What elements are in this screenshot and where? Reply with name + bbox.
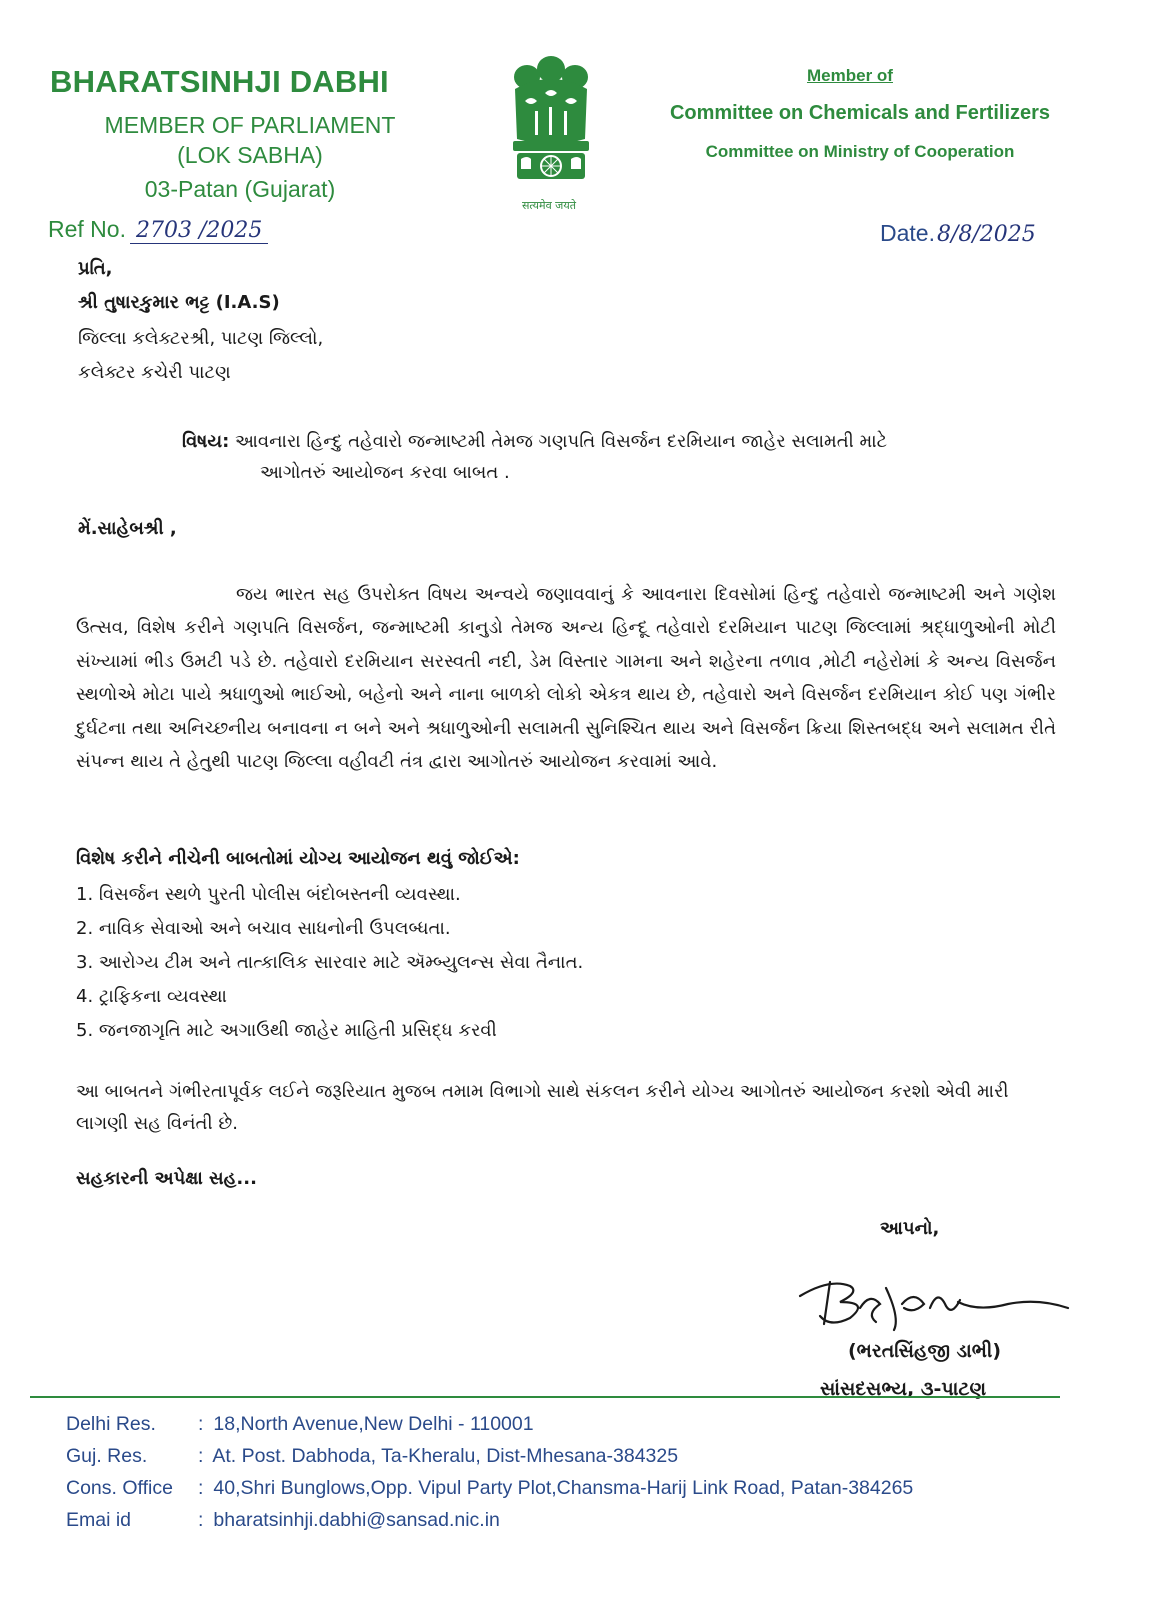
recipient-prefix: પ્રતિ, — [78, 258, 113, 279]
points-list — [76, 878, 583, 1048]
member-of-label: Member of — [807, 66, 893, 85]
list-item: 3. આરોગ્ય ટીમ અને તાત્કાલિક સારવાર માટે ઍમ્બ્યુલન્સ સેવા તૈનાત. — [76, 952, 584, 973]
subject-label: વિષય: — [182, 431, 230, 452]
list-item: 1. વિસર્જન સ્થળે પુરતી પોલીસ બંદોબસ્તની વ્યવસ્થા. — [76, 884, 461, 905]
closing-paragraph: આ બાબતને ગંભીરતાપૂર્વક લઈને જરૂરિયાત મુજબ તમામ વિભાગો સાથે સંકલન કરીને યોગ્ય આગોતરું આયોજન કરશો એવી મારી લાગણી સહ વિનંતી છે. — [76, 1081, 1009, 1134]
ashoka-emblem-icon — [505, 44, 597, 214]
ref-label: Ref No. — [48, 216, 126, 242]
committee-chemicals: Committee on Chemicals and Fertilizers — [669, 102, 1051, 124]
recipient-line1: જિલ્લા કલેક્ટરશ્રી, પાટણ જિલ્લો, — [78, 328, 324, 349]
mp-house: (LOK SABHA) — [177, 142, 323, 168]
date-label: Date. — [880, 220, 935, 246]
subject-text-2: આગોતરું આયોજન કરવા બાબત . — [260, 462, 510, 483]
signatory-name: (ભરતસિંહજી ડાભી) — [848, 1340, 1002, 1362]
list-item: 2. નાવિક સેવાઓ અને બચાવ સાધનોની ઉપલબ્ધતા. — [76, 918, 451, 939]
recipient-line2: કલેક્ટર કચેરી પાટણ — [78, 362, 231, 383]
subject — [182, 426, 1042, 488]
committee-cooperation: Committee on Ministry of Cooperation — [705, 142, 1015, 161]
footer-label: Cons. Office — [66, 1477, 173, 1499]
footer-label: Delhi Res. — [66, 1413, 156, 1435]
footer-row-office: Cons. Office : 40,Shri Bunglows,Opp. Vipul Party Plot,Chansma-Harij Link Road, Patan-384265 — [66, 1472, 913, 1504]
date-value: 8/8/2025 — [936, 222, 1036, 247]
letter-date — [880, 220, 1036, 247]
subject-text-1: આવનારા હિન્દુ તહેવારો જન્માષ્ટમી તેમજ ગણપતિ વિસર્જન દરમિયાન જાહેર સલામતી માટે — [235, 431, 888, 452]
footer-row-email: Emai id : bharatsinhji.dabhi@sansad.nic.in — [66, 1504, 913, 1536]
footer-contacts — [66, 1408, 913, 1536]
handwritten-signature-icon — [790, 1268, 1080, 1338]
ref-value: 2703 /2025 — [130, 218, 268, 244]
footer-label: Guj. Res. — [66, 1445, 148, 1467]
footer-value: 40,Shri Bunglows,Opp. Vipul Party Plot,Chansma-Harij Link Road, Patan-384265 — [213, 1477, 914, 1499]
footer-row-gujarat: Guj. Res. : At. Post. Dabhoda, Ta-Kheralu, Dist-Mhesana-384325 — [66, 1440, 913, 1472]
mp-constituency: 03-Patan (Gujarat) — [144, 176, 336, 202]
body-paragraph: જય ભારત સહ ઉપરોક્ત વિષય અન્વયે જણાવવાનું કે આવનારા દિવસોમાં હિન્દુ તહેવારો જન્માષ્ટમી અને ગણેશ ઉત્સવ, વિશેષ કરીને ગણપતિ વિસર્જન, જન્માષ્ટમી કાનુડો તેમજ અન્ય હિન્દૂ તહેવારો દરમિયાન પાટણ જિલ્લામાં શ્રદ્ધાળુઓની મોટી સંખ્યામાં ભીડ ઉમટી પડે છે. તહેવારો દરમિયાન સરસ્વતી નદી, ડેમ વિસ્તાર ગામના અને શહેરના તળાવ ,મોટી નહેરોમાં કે અન્ય વિસર્જન સ્થળોએ મોટા પાયે શ્રધાળુઓ ભાઈઓ, બહેનો અને નાના બાળકો લોકો એકત્ર થાય છે, તહેવારો અને વિસર્જન દરમિયાન કોઈ પણ ગંભીર દુર્ઘટના તથા અનિચ્છનીય બનાવના ન બને અને શ્રધાળુઓની સલામતી સુનિશ્ચિત થાય અને વિસર્જન ક્રિયા શિસ્તબદ્ધ અને સલામત રીતે સંપન્ન થાય તે હેતુથી પાટણ જિલ્લા વહીવટી તંત્ર દ્વારા આગોતરું આયોજન કરવામાં આવે. — [76, 584, 1056, 773]
emblem-motto: सत्यमेव जयते — [521, 199, 576, 212]
recipient-name: શ્રી તુષારકુમાર ભટ્ટ (I.A.S) — [78, 292, 280, 313]
list-item: 4. ટ્રાફિકના વ્યવસ્થા — [76, 986, 227, 1007]
points-title: વિશેષ કરીને નીચેની બાબતોમાં યોગ્ય આયોજન થવું જોઈએ: — [76, 848, 520, 869]
mp-name: BHARATSINHJI DABHI — [50, 64, 389, 99]
footer-divider — [30, 1396, 1060, 1398]
signatory-designation: સાંસદસભ્ય, ૩-પાટણ — [820, 1378, 987, 1400]
footer-value: 18,North Avenue,New Delhi - 110001 — [213, 1413, 534, 1435]
ref-number — [48, 216, 268, 244]
footer-label: Emai id — [66, 1509, 132, 1531]
footer-value: At. Post. Dabhoda, Ta-Kheralu, Dist-Mhesana-384325 — [212, 1445, 679, 1467]
footer-row-delhi: Delhi Res. : 18,North Avenue,New Delhi - 110001 — [66, 1408, 913, 1440]
list-item: 5. જનજાગૃતિ માટે અગાઉથી જાહેર માહિતી પ્રસિદ્ધ કરવી — [76, 1020, 497, 1041]
cooperation-line: સહકારની અપેક્ષા સહ... — [76, 1168, 257, 1189]
yours-line: આપનો, — [880, 1218, 940, 1239]
mp-title: MEMBER OF PARLIAMENT — [104, 112, 396, 138]
footer-value: bharatsinhji.dabhi@sansad.nic.in — [213, 1509, 500, 1531]
salutation: મેં.સાહેબશ્રી , — [78, 518, 177, 539]
